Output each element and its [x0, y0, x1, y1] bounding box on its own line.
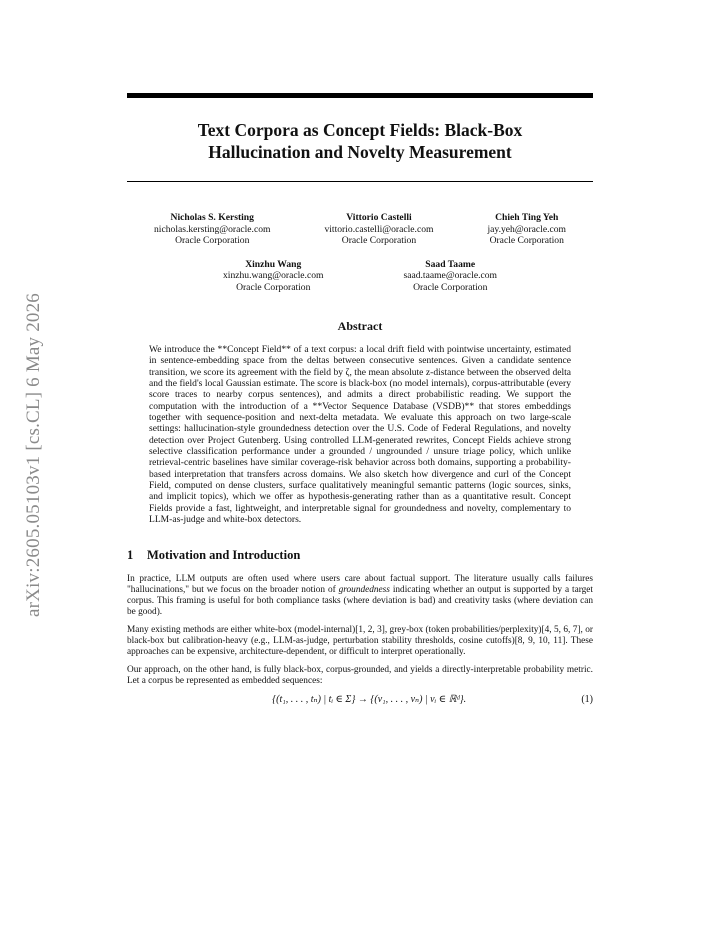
- author-email[interactable]: saad.taame@oracle.com: [403, 270, 497, 281]
- title-top-rule: [127, 93, 593, 98]
- intro-paragraph-2: Many existing methods are either white-box (model-internal)[1, 2, 3], grey-box (token probabilities/perplexity)[4, 5, 6, 7], or black-box but calibration-heavy (e.g., LLM-as-judge, perturbation stability thresholds, cosine cutoffs)[8, 9, 10, 11]. These approaches can be expensive, architecture-dependent, or difficult to interpret operationally.: [127, 624, 593, 658]
- paragraph-text: In practice, LLM outputs are often used where users care about factual support. The literature usually calls failures "hallucinations," but we focus on the broader notion of: [127, 573, 593, 595]
- author-email[interactable]: vittorio.castelli@oracle.com: [324, 223, 434, 235]
- authors-row-2: [127, 259, 593, 294]
- title-bottom-rule: [127, 181, 593, 182]
- paper-title-line-1: Text Corpora as Concept Fields: Black-Box: [197, 120, 523, 140]
- author-email[interactable]: xinzhu.wang@oracle.com: [222, 270, 324, 281]
- abstract-text: We introduce the **Concept Field** of a text corpus: a local drift field with pointwise uncertainty, estimated in sentence-embedding space from the deltas between consecutive sentences. Given a candidate sentence transition, we score its agreement with the field by ζ, the mean absolute z-distance between the observed delta and the field's local Gaussian estimate. The score is black-box (no model internals), corpus-attributable (every score traces to nearby corpus sentences), and admits a direct probabilistic reading. We support the computation with the introduction of a **Vector Sequence Database (VSDB)** that stores embeddings together with sequence-position and next-delta metadata. We evaluate this approach on two large-scale settings: hallucination-style groundedness detection over the U.S. Code of Federal Regulations, and novelty detection over Project Gutenberg. Using controlled LLM-generated rewrites, Concept Fields achieve strong selective classification performance under a grounded / ungrounded / unsure triage policy, which unlike retrieval-centric baselines have similar coverage-risk behavior across both domains, supporting a probability-based interpretation that transfers across domains. We also sketch how divergence and curl of the Concept Field, computed on dense clusters, surface qualitatively meaningful semantic patterns (logic sources, sinks, and implicit topics), which we offer as hypothesis-generating rather than as a quantitative result. Concept Fields provide a fast, lightweight, and interpretable signal for groundedness and novelty, complementary to LLM-as-judge and white-box detectors.: [149, 344, 571, 526]
- author-affiliation: Oracle Corporation: [175, 235, 250, 246]
- author-affiliation: Oracle Corporation: [413, 281, 488, 293]
- author-affiliation: Oracle Corporation: [236, 281, 311, 293]
- emphasized-term: groundedness: [338, 584, 390, 595]
- paragraph-text: indicating whether an output is supported by a target corpus. This framing is useful for both compliance tasks (where deviation is bad) and creativity tasks (where deviation can be good).: [127, 584, 593, 618]
- intro-paragraph-3: Our approach, on the other hand, is fully black-box, corpus-grounded, and yields a directly-interpretable probability metric. Let a corpus be represented as embedded sequences:: [127, 664, 593, 686]
- abstract-heading: Abstract: [337, 319, 383, 333]
- authors-row-1: [127, 212, 593, 247]
- author-name: Nicholas S. Kersting: [170, 212, 254, 223]
- paper-title: [127, 119, 593, 163]
- intro-paragraph-1: [127, 574, 593, 619]
- section-number: 1: [127, 547, 134, 562]
- section-heading: [127, 548, 593, 563]
- section-title: Motivation and Introduction: [147, 547, 301, 562]
- paper-page: [127, 93, 593, 705]
- equation-expression: {(t₁, . . . , tₙ) | tᵢ ∈ Σ} → {(v₁, . . . , vₙ) | vᵢ ∈ ℝᵈ}.: [272, 694, 467, 706]
- author-block: [324, 212, 433, 247]
- equation-number: (1): [581, 694, 593, 706]
- author-affiliation: Oracle Corporation: [341, 235, 417, 246]
- author-email[interactable]: jay.yeh@oracle.com: [487, 223, 566, 235]
- author-block: [487, 212, 566, 247]
- equation-1: [127, 694, 593, 705]
- author-name: Saad Taame: [425, 258, 476, 270]
- author-affiliation: Oracle Corporation: [489, 235, 564, 246]
- author-name: Xinzhu Wang: [245, 258, 302, 270]
- arxiv-identifier-stamp: arXiv:2605.05103v1 [cs.CL] 6 May 2026: [23, 292, 44, 618]
- author-block: [154, 212, 270, 247]
- paper-title-line-2: Hallucination and Novelty Measurement: [208, 142, 512, 162]
- author-email[interactable]: nicholas.kersting@oracle.com: [154, 223, 271, 235]
- author-name: Chieh Ting Yeh: [495, 212, 559, 223]
- author-block: [403, 259, 497, 294]
- author-block: [223, 259, 323, 294]
- author-name: Vittorio Castelli: [346, 212, 412, 223]
